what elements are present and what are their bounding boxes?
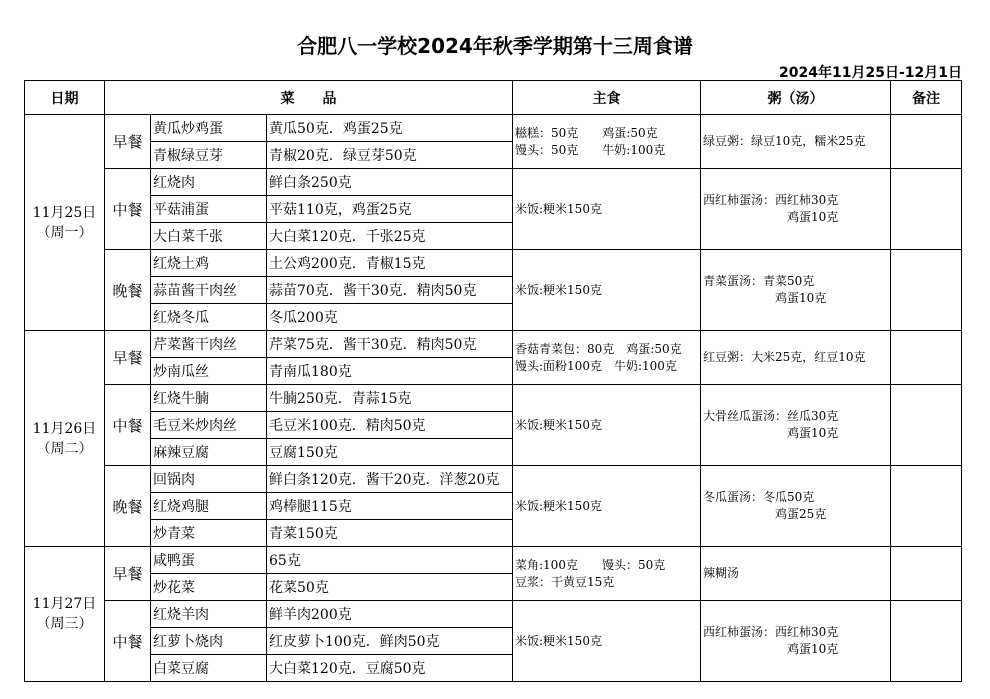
dish-ingredients: 鲜白条250克 xyxy=(267,169,513,196)
dish-ingredients: 冬瓜200克 xyxy=(267,304,513,331)
dish-ingredients: 平菇110克，鸡蛋25克 xyxy=(267,196,513,223)
dish-name: 炒南瓜丝 xyxy=(151,358,267,385)
porridge-cell: 红豆粥：大米25克，红豆10克 xyxy=(701,331,891,385)
meal-label: 晚餐 xyxy=(105,466,151,547)
dish-ingredients: 鲜白条120克．酱干20克．洋葱20克 xyxy=(267,466,513,493)
notes-cell xyxy=(891,169,962,250)
menu-table xyxy=(24,80,962,682)
dish-ingredients: 大白菜120克．豆腐50克 xyxy=(267,655,513,682)
day-cell xyxy=(25,115,105,331)
staple-cell: 米饭:粳米150克 xyxy=(513,250,701,331)
dish-ingredients: 大白菜120克．千张25克 xyxy=(267,223,513,250)
day-date: 11月27日 xyxy=(32,596,97,612)
notes-cell xyxy=(891,331,962,385)
dish-name: 毛豆米炒肉丝 xyxy=(151,412,267,439)
notes-cell xyxy=(891,385,962,466)
notes-cell xyxy=(891,466,962,547)
dish-name: 炒花菜 xyxy=(151,574,267,601)
dish-ingredients: 青南瓜180克 xyxy=(267,358,513,385)
dish-name: 白菜豆腐 xyxy=(151,655,267,682)
header-notes: 备注 xyxy=(891,81,962,115)
day-date: 11月25日 xyxy=(32,204,97,221)
dish-name: 青椒绿豆芽 xyxy=(151,142,267,169)
dish-ingredients: 红皮萝卜100克．鲜肉50克 xyxy=(267,628,513,655)
dish-name: 红烧羊肉 xyxy=(151,601,267,628)
day-date: 11月26日 xyxy=(32,420,97,437)
day-weekday: （周三） xyxy=(36,616,93,632)
dish-name: 红烧牛腩 xyxy=(151,385,267,412)
table-row xyxy=(25,331,962,358)
date-range: 2024年11月25日-12月1日 xyxy=(779,65,962,81)
dish-name: 麻辣豆腐 xyxy=(151,439,267,466)
staple-cell: 米饭:粳米150克 xyxy=(513,385,701,466)
dish-ingredients: 毛豆米100克．精肉50克 xyxy=(267,412,513,439)
day-weekday: （周二） xyxy=(36,440,93,457)
dish-ingredients: 65克 xyxy=(267,547,513,574)
notes-cell xyxy=(891,547,962,601)
meal-label: 早餐 xyxy=(105,115,151,169)
meal-label: 中餐 xyxy=(105,169,151,250)
table-row xyxy=(25,385,962,412)
header-porridge: 粥（汤） xyxy=(701,81,891,115)
meal-label: 中餐 xyxy=(105,601,151,682)
page-title: 合肥八一学校2024年秋季学期第十三周食谱 xyxy=(297,34,693,58)
notes-cell xyxy=(891,601,962,682)
table-row xyxy=(25,250,962,277)
table-row xyxy=(25,115,962,142)
dish-ingredients: 花菜50克 xyxy=(267,574,513,601)
table-row xyxy=(25,169,962,196)
dish-name: 红烧土鸡 xyxy=(151,250,267,277)
header-dishes: 菜 品 xyxy=(105,81,513,115)
dish-ingredients: 蒜苗70克．酱干30克．精肉50克 xyxy=(267,277,513,304)
dish-name: 咸鸭蛋 xyxy=(151,547,267,574)
meal-label: 中餐 xyxy=(105,385,151,466)
dish-name: 蒜苗酱干肉丝 xyxy=(151,277,267,304)
staple-cell: 米饭:粳米150克 xyxy=(513,466,701,547)
table-row xyxy=(25,466,962,493)
day-weekday: （周一） xyxy=(36,224,93,241)
dish-name: 红烧冬瓜 xyxy=(151,304,267,331)
table-row xyxy=(25,547,962,574)
header-staple: 主食 xyxy=(513,81,701,115)
meal-label: 早餐 xyxy=(105,331,151,385)
meal-label: 早餐 xyxy=(105,547,151,601)
day-cell xyxy=(25,547,105,682)
dish-name: 炒青菜 xyxy=(151,520,267,547)
porridge-cell: 绿豆粥：绿豆10克，糯米25克 xyxy=(701,115,891,169)
staple-cell: 糍糕：50克 鸡蛋:50克 馒头：50克 牛奶:100克 xyxy=(513,115,701,169)
staple-cell: 香菇青菜包：80克 鸡蛋:50克 馒头:面粉100克 牛奶:100克 xyxy=(513,331,701,385)
dish-name: 芹菜酱干肉丝 xyxy=(151,331,267,358)
porridge-cell: 西红柿蛋汤：西红柿30克 鸡蛋10克 xyxy=(701,601,891,682)
dish-name: 红烧鸡腿 xyxy=(151,493,267,520)
porridge-cell: 辣糊汤 xyxy=(701,547,891,601)
dish-ingredients: 豆腐150克 xyxy=(267,439,513,466)
dish-ingredients: 芹菜75克．酱干30克．精肉50克 xyxy=(267,331,513,358)
dish-name: 红烧肉 xyxy=(151,169,267,196)
notes-cell xyxy=(891,250,962,331)
porridge-cell: 大骨丝瓜蛋汤：丝瓜30克 鸡蛋10克 xyxy=(701,385,891,466)
dish-ingredients: 青菜150克 xyxy=(267,520,513,547)
dish-name: 大白菜千张 xyxy=(151,223,267,250)
table-row xyxy=(25,601,962,628)
dish-ingredients: 鲜羊肉200克 xyxy=(267,601,513,628)
porridge-cell: 西红柿蛋汤：西红柿30克 鸡蛋10克 xyxy=(701,169,891,250)
dish-ingredients: 牛腩250克．青蒜15克 xyxy=(267,385,513,412)
dish-name: 黄瓜炒鸡蛋 xyxy=(151,115,267,142)
dish-name: 红萝卜烧肉 xyxy=(151,628,267,655)
meal-label: 晚餐 xyxy=(105,250,151,331)
dish-ingredients: 土公鸡200克．青椒15克 xyxy=(267,250,513,277)
dish-ingredients: 黄瓜50克．鸡蛋25克 xyxy=(267,115,513,142)
staple-cell: 米饭:粳米150克 xyxy=(513,601,701,682)
staple-cell: 菜角:100克 馒头：50克 豆浆：干黄豆15克 xyxy=(513,547,701,601)
notes-cell xyxy=(891,115,962,169)
dish-ingredients: 青椒20克．绿豆芽50克 xyxy=(267,142,513,169)
day-cell xyxy=(25,331,105,547)
dish-name: 平菇浦蛋 xyxy=(151,196,267,223)
dish-ingredients: 鸡棒腿115克 xyxy=(267,493,513,520)
staple-cell: 米饭:粳米150克 xyxy=(513,169,701,250)
dish-name: 回锅肉 xyxy=(151,466,267,493)
porridge-cell: 青菜蛋汤：青菜50克 鸡蛋10克 xyxy=(701,250,891,331)
header-date: 日期 xyxy=(25,81,105,115)
porridge-cell: 冬瓜蛋汤：冬瓜50克 鸡蛋25克 xyxy=(701,466,891,547)
